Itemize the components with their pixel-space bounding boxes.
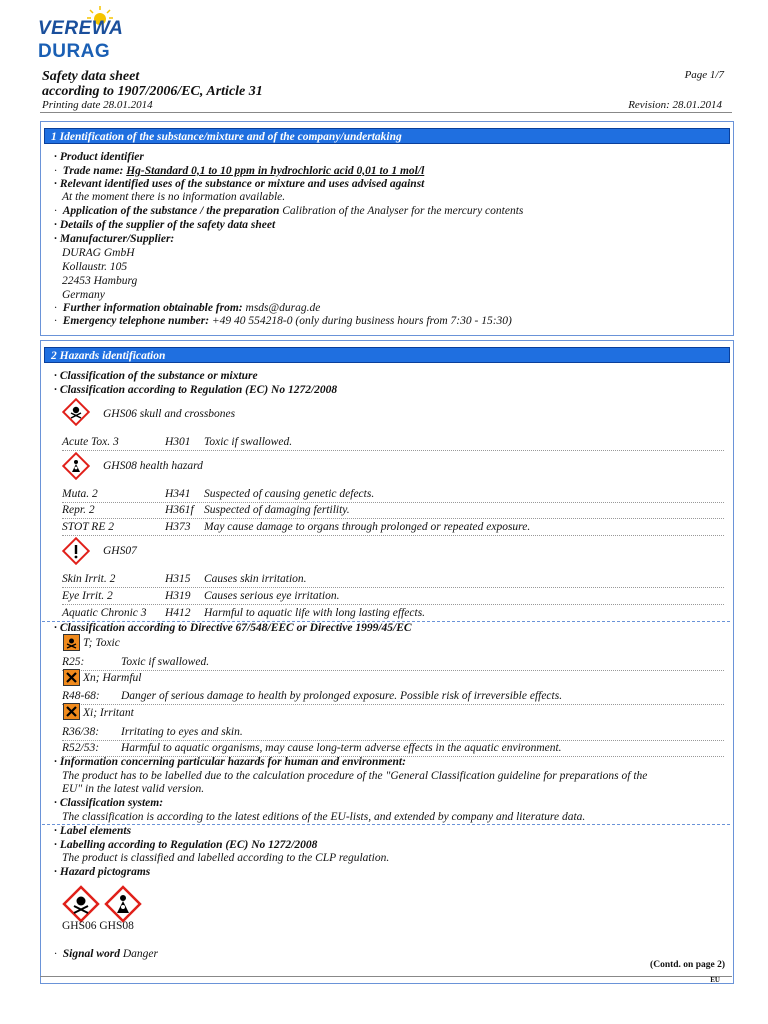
logo-durag: DURAG xyxy=(38,41,111,62)
health-hazard-icon xyxy=(103,884,143,924)
info-particular: · Information concerning particular hazards for human and environment: xyxy=(54,756,406,769)
health-hazard-icon xyxy=(62,452,90,480)
no-info-text: At the moment there is no information available. xyxy=(62,191,286,203)
exclamation-mark-icon xyxy=(62,537,90,565)
header-divider xyxy=(40,112,732,113)
address-line: 22453 Hamburg xyxy=(62,275,138,287)
harmful-x-icon xyxy=(63,669,80,686)
r-statement: Harmful to aquatic organisms, may cause long-term adverse effects in the aquatic environment. xyxy=(121,742,562,754)
info-text: The product has to be labelled due to the calculation procedure of the "General Classification guideline for preparations of the xyxy=(62,770,648,782)
relevant-uses: · Relevant identified uses of the substance or mixture and uses advised against xyxy=(54,178,424,191)
hazard-statement: Toxic if swallowed. xyxy=(204,436,293,448)
emergency-value: +49 40 554218-0 (only during business hours from 7:30 - 15:30) xyxy=(211,315,512,327)
hazard-statement: Causes serious eye irritation. xyxy=(204,590,340,602)
hazard-statement: Suspected of causing genetic defects. xyxy=(204,488,375,500)
further-info-email[interactable]: msds@durag.de xyxy=(245,302,321,314)
title-line-2: according to 1907/2006/EC, Article 31 xyxy=(42,84,263,99)
t-toxic-label: T; Toxic xyxy=(83,637,120,649)
application-row xyxy=(54,205,523,218)
hazard-category: Skin Irrit. 2 xyxy=(62,573,116,585)
classification-substance: · Classification of the substance or mixture xyxy=(54,370,258,383)
document-title xyxy=(42,69,263,99)
region-code: EU xyxy=(710,976,720,984)
address-line: DURAG GmbH xyxy=(62,247,135,259)
trade-name-label: Trade name: xyxy=(62,165,124,177)
labelling-text: The product is classified and labelled according to the CLP regulation. xyxy=(62,852,390,864)
logo-verewa: VEREWA xyxy=(38,18,124,39)
dotted-divider xyxy=(62,604,724,605)
dotted-divider xyxy=(62,587,724,588)
hazard-statement: Causes skin irritation. xyxy=(204,573,307,585)
classification-system-text: The classification is according to the latest editions of the EU-lists, and extended by company and literature data. xyxy=(62,811,586,823)
dotted-divider xyxy=(62,518,724,519)
r-code: R36/38: xyxy=(62,726,100,738)
r-code: R48-68: xyxy=(62,690,100,702)
hazard-pictograms: · Hazard pictograms xyxy=(54,866,150,879)
ghs06-label: GHS06 skull and crossbones xyxy=(103,408,236,420)
hazard-category: Aquatic Chronic 3 xyxy=(62,607,147,619)
dotted-divider xyxy=(62,450,724,451)
dotted-divider xyxy=(62,535,724,536)
address-line: Germany xyxy=(62,289,105,301)
hazard-code: H315 xyxy=(165,573,191,585)
footer-divider xyxy=(40,976,732,977)
dotted-divider xyxy=(62,670,724,671)
r-statement: Irritating to eyes and skin. xyxy=(121,726,243,738)
application-value: Calibration of the Analyser for the mercury contents xyxy=(282,205,524,217)
printing-date: Printing date 28.01.2014 xyxy=(42,99,153,111)
hazard-statement: Harmful to aquatic life with long lasting effects. xyxy=(204,607,426,619)
irritant-x-icon xyxy=(63,703,80,720)
xn-harmful-label: Xn; Harmful xyxy=(83,672,142,684)
info-text: EU" in the latest valid version. xyxy=(62,783,205,795)
address-line: Kollaustr. 105 xyxy=(62,261,128,273)
r-statement: Danger of serious damage to health by prolonged exposure. Possible risk of irreversible effects. xyxy=(121,690,563,702)
emergency-label: Emergency telephone number: xyxy=(62,315,210,327)
trade-name-value: Hg-Standard 0,1 to 10 ppm in hydrochloric acid 0,01 to 1 mol/l xyxy=(126,165,425,177)
signal-word-label: Signal word xyxy=(62,948,120,960)
ghs07-label: GHS07 xyxy=(103,545,137,557)
toxic-symbol-icon xyxy=(63,634,80,651)
hazard-code: H319 xyxy=(165,590,191,602)
dotted-divider xyxy=(62,704,724,705)
classification-regulation: · Classification according to Regulation (EC) No 1272/2008 xyxy=(54,384,337,397)
skull-crossbones-icon xyxy=(62,398,90,426)
skull-crossbones-icon xyxy=(61,884,101,924)
r-code: R25: xyxy=(62,656,85,668)
emergency-row xyxy=(54,315,512,328)
ghs08-label: GHS08 health hazard xyxy=(103,460,203,472)
continued-note: (Contd. on page 2) xyxy=(650,960,725,970)
trade-name-row xyxy=(54,165,424,178)
product-identifier: · Product identifier xyxy=(54,151,144,164)
r-statement: Toxic if swallowed. xyxy=(121,656,210,668)
hazard-code: H341 xyxy=(165,488,191,500)
revision-date: Revision: 28.01.2014 xyxy=(628,99,722,111)
hazard-code: H373 xyxy=(165,521,191,533)
signal-word-row xyxy=(54,948,158,961)
hazard-category: Eye Irrit. 2 xyxy=(62,590,113,602)
r-code: R52/53: xyxy=(62,742,100,754)
title-line-1: Safety data sheet xyxy=(42,69,140,84)
further-info-row xyxy=(54,302,320,315)
label-elements: · Label elements xyxy=(54,825,131,838)
dotted-divider xyxy=(62,740,724,741)
dotted-divider xyxy=(62,502,724,503)
hazard-category: Acute Tox. 3 xyxy=(62,436,119,448)
hazard-statement: Suspected of damaging fertility. xyxy=(204,504,350,516)
hazard-statement: May cause damage to organs through prolonged or repeated exposure. xyxy=(204,521,531,533)
pictogram-caption: GHS06 GHS08 xyxy=(62,920,134,932)
details-supplier: · Details of the supplier of the safety data sheet xyxy=(54,219,275,232)
dashed-divider xyxy=(42,824,730,825)
hazard-category: STOT RE 2 xyxy=(62,521,114,533)
application-label: Application of the substance / the preparation xyxy=(62,205,280,217)
hazard-category: Repr. 2 xyxy=(62,504,95,516)
section-2-heading: 2 Hazards identification xyxy=(44,347,730,363)
manufacturer-label: · Manufacturer/Supplier: xyxy=(54,233,174,246)
section-1-heading: 1 Identification of the substance/mixture and of the company/undertaking xyxy=(44,128,730,144)
hazard-code: H361f xyxy=(165,504,194,516)
further-info-label: Further information obtainable from: xyxy=(62,302,243,314)
hazard-code: H301 xyxy=(165,436,191,448)
hazard-code: H412 xyxy=(165,607,191,619)
labelling-regulation: · Labelling according to Regulation (EC) No 1272/2008 xyxy=(54,839,317,852)
classification-directive: · Classification according to Directive 67/548/EEC or Directive 1999/45/EC xyxy=(54,622,412,635)
page-number: Page 1/7 xyxy=(684,69,724,81)
xi-irritant-label: Xi; Irritant xyxy=(83,707,134,719)
classification-system: · Classification system: xyxy=(54,797,163,810)
signal-word-value: Danger xyxy=(122,948,158,960)
hazard-category: Muta. 2 xyxy=(62,488,98,500)
